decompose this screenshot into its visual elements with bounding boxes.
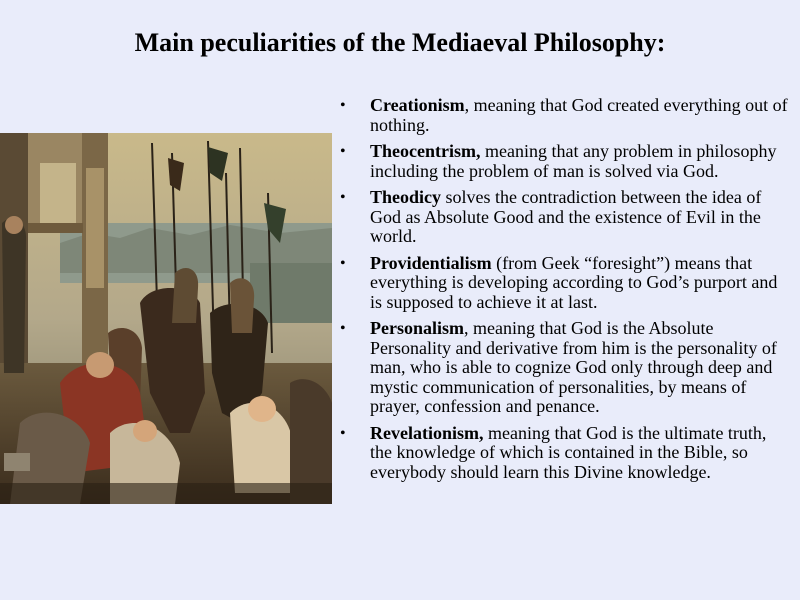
term-description: meaning that God is the ultimate truth, the knowledge of which is contained in the Bible, so everybody should learn this Divine knowledge. [370,422,767,482]
term-label: Personalism [370,318,464,338]
bullet-dot-icon: • [340,254,346,272]
bullet-dot-icon: • [340,424,346,442]
peculiarities-list [338,96,790,489]
list-item-theodicy [338,188,790,247]
term-label: Creationism [370,95,465,115]
list-item-revelationism [338,424,790,483]
list-item-creationism [338,96,790,135]
bullet-dot-icon: • [340,189,346,206]
term-label: Theodicy [370,187,442,207]
list-item-providentialism [338,254,790,313]
term-description: meaning that any problem in philosophy including the problem of man is solved via God. [370,141,777,181]
term-description: (from Geek “foresight”) means that everything is developing according to God’s purport and is supposed to achieve it at last. [370,252,778,312]
crusaders-painting-image [0,133,332,504]
term-label: Providentialism [370,252,492,273]
term-description: solves the contradiction between the idea of God as Absolute Good and the existence of Evil in the world. [370,187,762,246]
slide-title: Main peculiarities of the Mediaeval Philosophy: [134,28,666,57]
term-description: , meaning that God created everything out of nothing. [370,95,788,135]
term-description: , meaning that God is the Absolute Personality and derivative from him is the personality of man, who is able to cognize God only through deep and mystic communication of personalities, by means of prayer, confession and penance. [370,318,777,416]
bullet-dot-icon: • [340,97,346,114]
term-label: Revelationism, [370,422,484,443]
term-label: Theocentrism, [370,141,481,161]
list-item-personalism [338,319,790,417]
list-item-theocentrism [338,142,790,181]
painting-illustration [0,133,332,504]
bullet-dot-icon: • [340,320,346,337]
bullet-dot-icon: • [340,143,346,160]
